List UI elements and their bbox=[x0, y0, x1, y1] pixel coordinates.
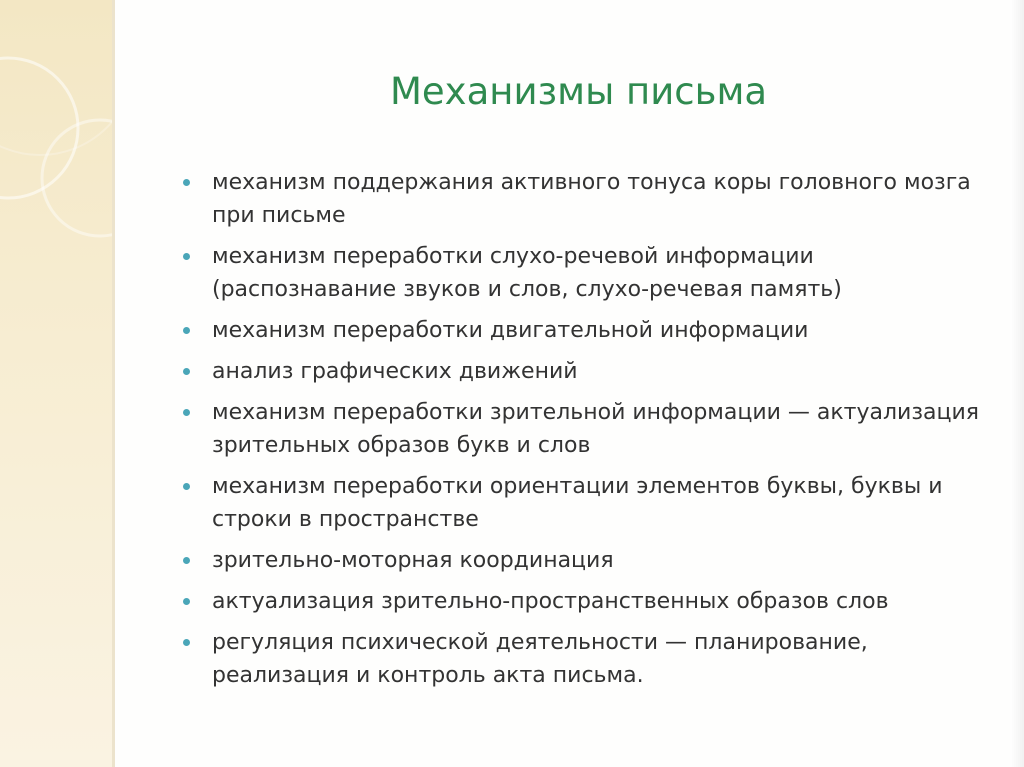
list-item bbox=[183, 470, 1003, 536]
list-item-text: регуляция психической деятельности — планирование, реализация и контроль акта письма. bbox=[212, 630, 868, 688]
list-item-text: механизм переработки слухо-речевой информации (распознавание звуков и слов, слухо-речевая память) bbox=[212, 244, 842, 302]
bullet-dot-icon bbox=[183, 639, 190, 646]
list-item-text: механизм переработки двигательной информации bbox=[212, 318, 809, 343]
list-item bbox=[183, 396, 1003, 462]
bullet-dot-icon bbox=[183, 409, 190, 416]
list-item bbox=[183, 585, 1003, 618]
right-edge-shadow bbox=[1010, 0, 1024, 767]
slide-title: Механизмы письма bbox=[390, 70, 768, 113]
bullet-dot-icon bbox=[183, 253, 190, 260]
decorative-rings-icon bbox=[0, 0, 112, 767]
list-item bbox=[183, 626, 1003, 692]
bullet-dot-icon bbox=[183, 483, 190, 490]
list-item bbox=[183, 355, 1003, 388]
bullet-dot-icon bbox=[183, 368, 190, 375]
list-item-text: зрительно-моторная координация bbox=[212, 548, 614, 573]
bullet-dot-icon bbox=[183, 557, 190, 564]
list-item bbox=[183, 240, 1003, 306]
list-item-text: анализ графических движений bbox=[212, 359, 578, 384]
bullet-dot-icon bbox=[183, 327, 190, 334]
decorative-side-band bbox=[0, 0, 112, 767]
list-item-text: актуализация зрительно-пространственных образов слов bbox=[212, 589, 889, 614]
bullet-dot-icon bbox=[183, 598, 190, 605]
list-item-text: механизм переработки зрительной информации — актуализация зрительных образов букв и слов bbox=[212, 400, 980, 458]
bullet-dot-icon bbox=[183, 179, 190, 186]
band-divider bbox=[112, 0, 115, 767]
list-item-text: механизм переработки ориентации элементов буквы, буквы и строки в пространстве bbox=[212, 474, 943, 532]
list-item bbox=[183, 166, 1003, 232]
list-item bbox=[183, 314, 1003, 347]
bullet-list bbox=[183, 166, 1003, 700]
list-item-text: механизм поддержания активного тонуса коры головного мозга при письме bbox=[212, 170, 971, 228]
list-item bbox=[183, 544, 1003, 577]
